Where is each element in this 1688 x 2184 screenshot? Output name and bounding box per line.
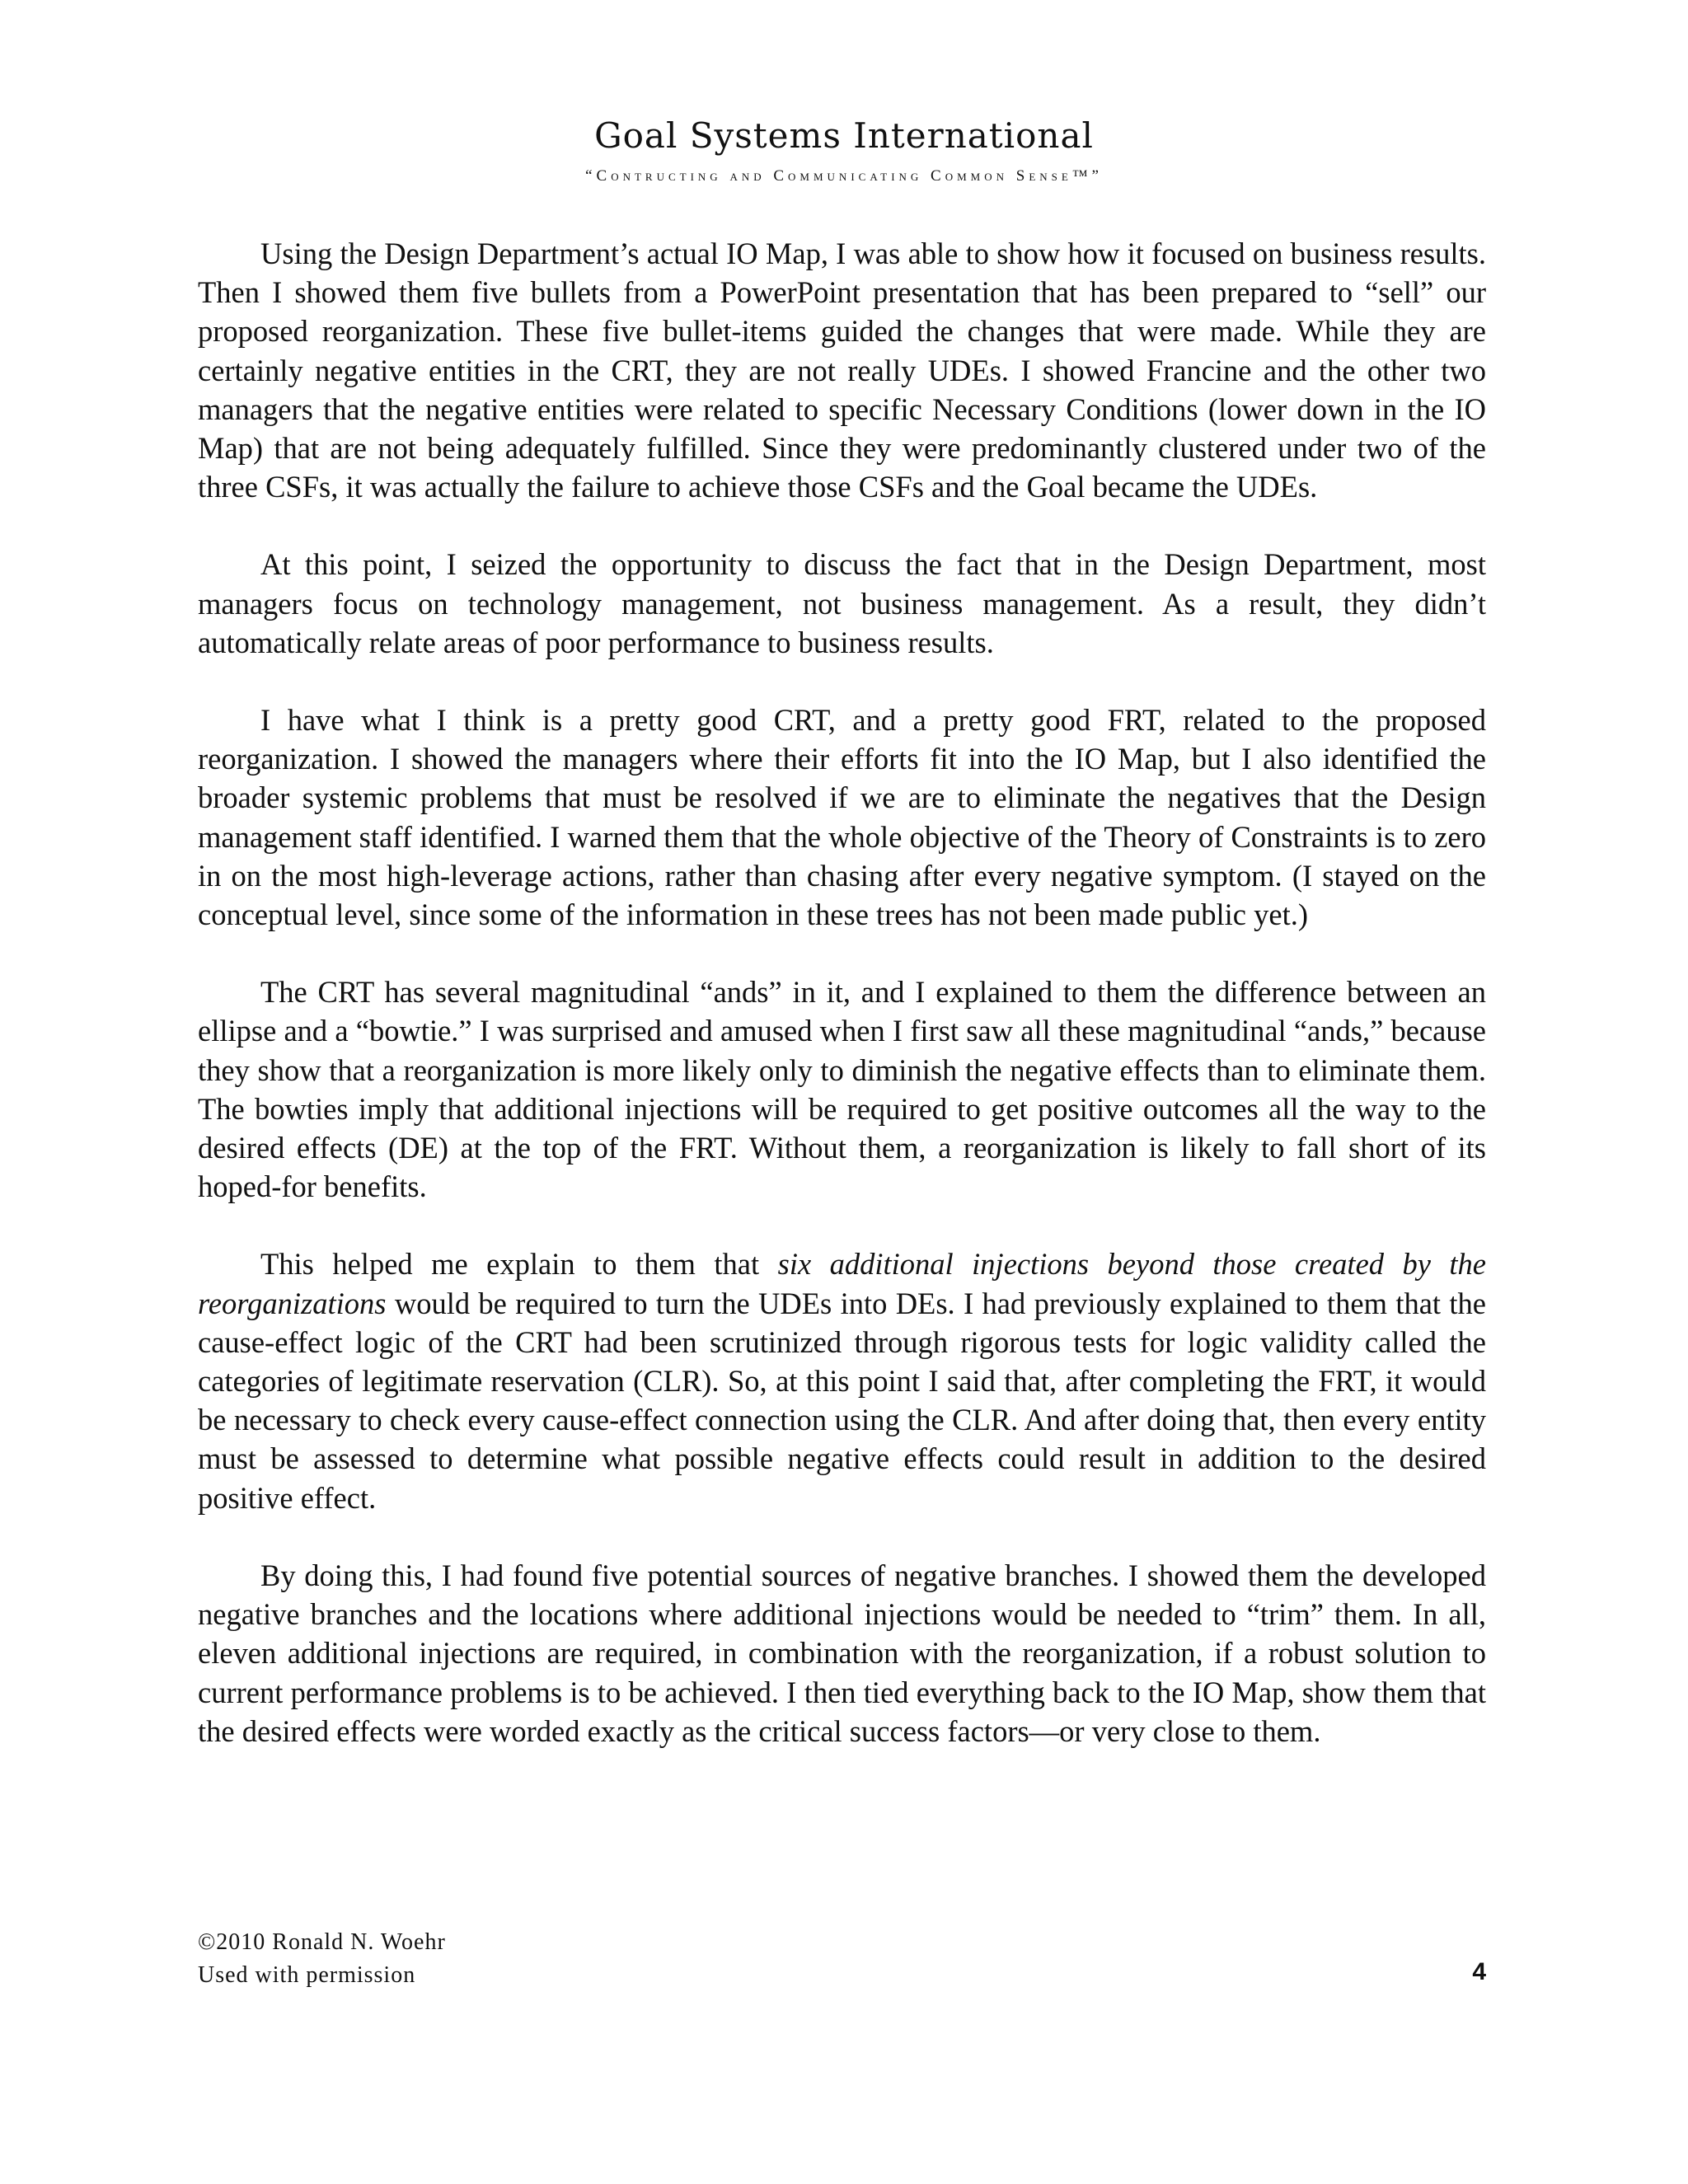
paragraph-3: I have what I think is a pretty good CRT, and a pretty good FRT, related to the proposed reorganization. I showed the managers where their efforts fit into the IO Map, but I also identified the broader systemic problems that must be resolved if we are to eliminate the negatives that the Design management staff identified. I warned them that the whole objective of the Theory of Constraints is to zero in on the most high-leverage actions, rather than chasing after every negative symptom. (I stayed on the conceptual level, since some of the information in these trees has not been made public yet.) [198,703,1486,932]
paragraph-1: Using the Design Department’s actual IO Map, I was able to show how it focused on business results. Then I showed them five bullets from a PowerPoint presentation that has been prepared to “sell” our proposed reorganization. These five bullet-items guided the changes that were made. While they are certainly negative entities in the CRT, they are not really UDEs. I showed Francine and the other two managers that the negative entities were related to specific Necessary Conditions (lower down in the IO Map) that are not being adequately fulfilled. Since they were predominantly clustered under two of the three CSFs, it was actually the failure to achieve those CSFs and the Goal became the UDEs. [198,237,1486,504]
page-number: 4 [1472,1958,1486,1985]
footer-credits [198,1926,446,1992]
paragraph-6: By doing this, I had found five potential sources of negative branches. I showed them the developed negative branches and the locations where additional injections would be needed to “trim” them. In all, eleven additional injections are required, in combination with the reorganization, if a robust solution to current performance problems is to be achieved. I then tied everything back to the IO Map, show them that the desired effects were worded exactly as the critical success factors—or very close to them. [198,1558,1486,1748]
body-text [198,234,1486,1750]
paragraph-4: The CRT has several magnitudinal “ands” in it, and I explained to them the difference between an ellipse and a “bowtie.” I was surprised and amused when I first saw all these magnitudinal “ands,” because they show that a reorganization is more likely only to diminish the negative effects than to eliminate them. The bowties imply that additional injections will be required to get positive outcomes all the way to the desired effects (DE) at the top of the FRT. Without them, a reorganization is likely to fall short of its hoped-for benefits. [198,975,1486,1204]
copyright-line: ©2010 Ronald N. Woehr [198,1929,446,1955]
permission-line: Used with permission [198,1962,416,1988]
paragraph-2: At this point, I seized the opportunity to discuss the fact that in the Design Department, most managers focus on technology management, not business management. As a result, they didn’t automatically relate areas of poor performance to business results. [198,547,1486,659]
paragraph-5 [198,1244,1486,1516]
paragraph-5-rest: would be required to turn the UDEs into DEs. I had previously explained to them that the cause-effect logic of the CRT had been scrutinized through rigorous tests for logic validity called the categories of legitimate reservation (CLR). So, at this point I said that, after completing the FRT, it would be necessary to check every cause-effect connection using the CLR. And after doing that, then every entity must be assessed to determine what possible negative effects could result in addition to the desired positive effect. [198,1286,1486,1515]
header-title: Goal Systems International [594,115,1094,156]
header-tagline: “Contructing and Communicating Common Sense™” [585,167,1103,185]
paragraph-5-emphasis: six additional injections beyond those created by the reorganizations [198,1247,1487,1320]
paragraph-5-lead: This helped me explain to them that [260,1247,778,1282]
